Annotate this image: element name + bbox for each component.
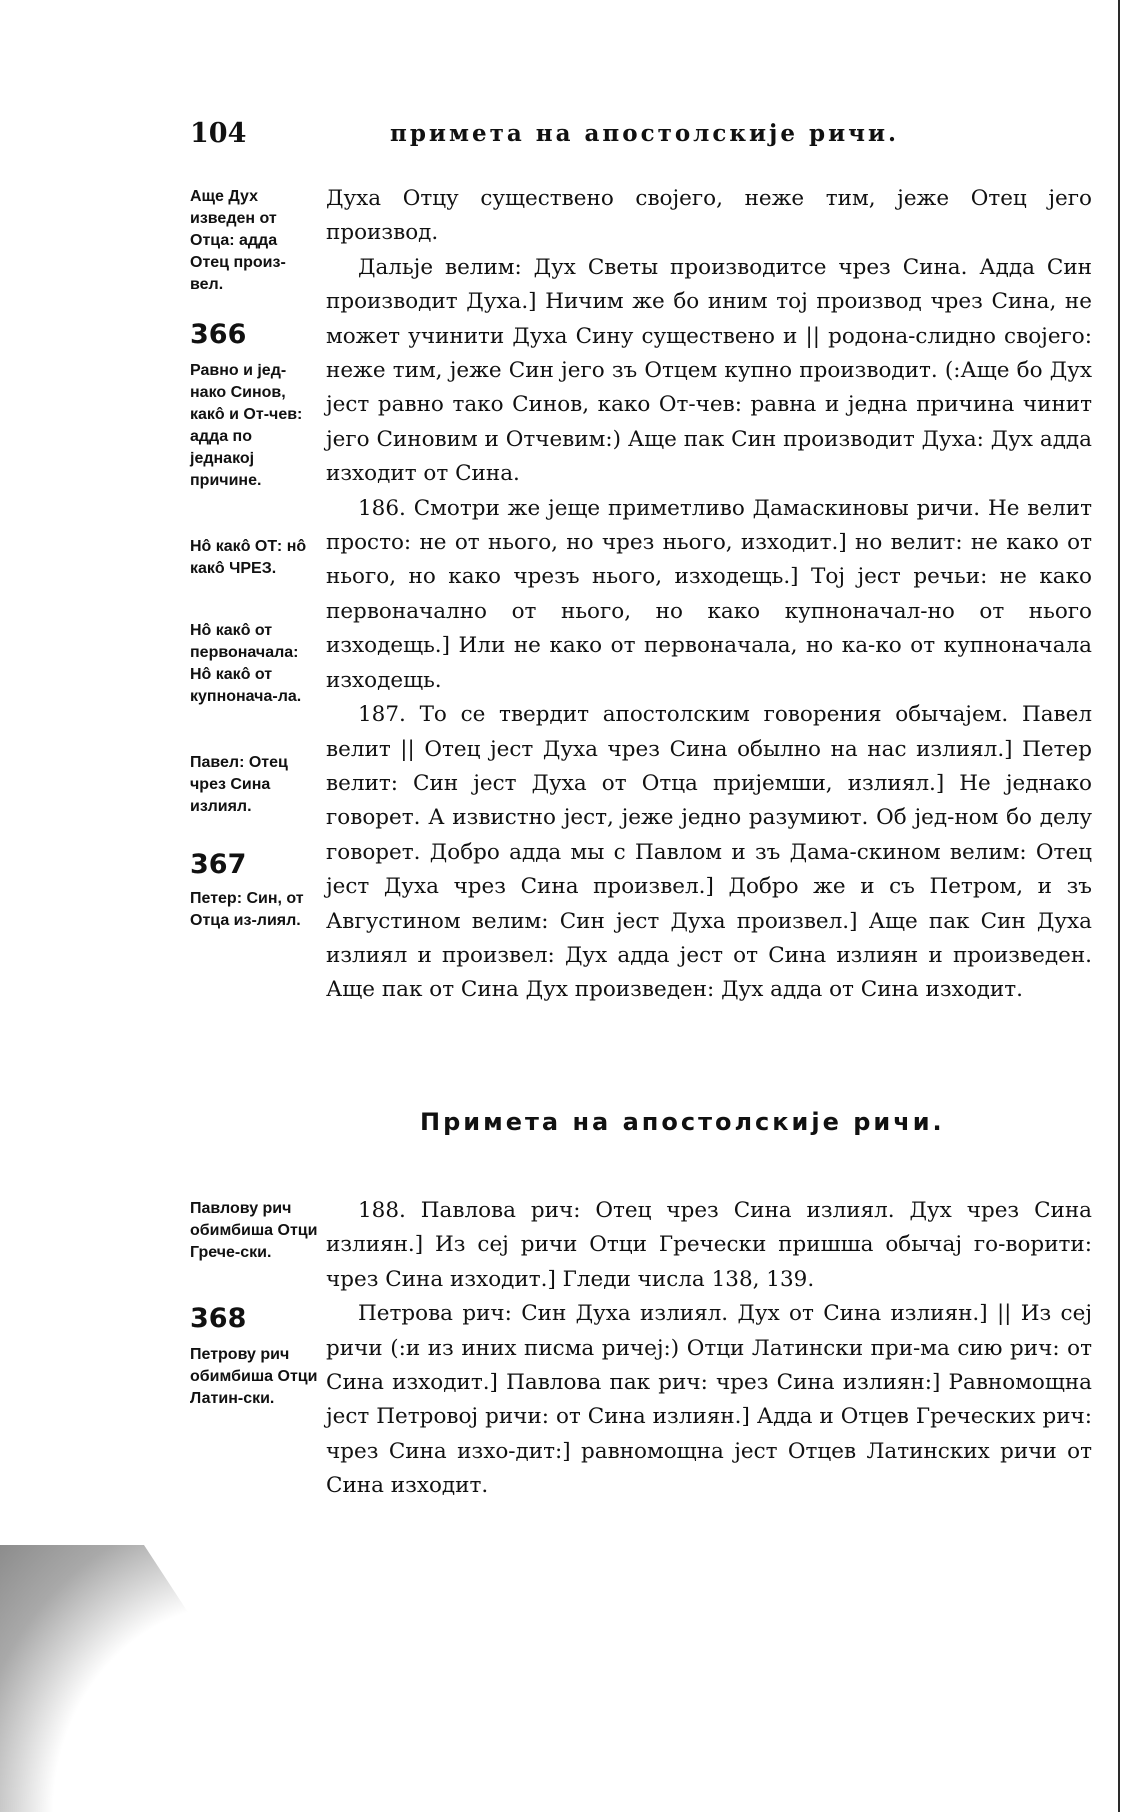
margin-section-number: 368 xyxy=(190,1303,247,1334)
margin-note: Нô какô от первоначала: Нô какô от купнонача-ла. xyxy=(190,622,302,705)
margin-note-container xyxy=(190,848,318,882)
paragraph: 186. Смотри же јеще приметливо Дамаскиновы ричи. Не велит просто: не от нього, но чрез нього, изходит.] но велит: не како от нього, но како чрезъ нього, изходещь.] Тој јест речьи: не како первоначално от нього, но како купноначал-но от нього изходещь.] Или не како от первоначала, но ка-ко от купноначала изходещь. xyxy=(326,495,1092,693)
margin-note: Петрову рич обимбиша Отци Латин-ски. xyxy=(190,1346,318,1407)
paragraph: 188. Павлова рич: Отец чрез Сина излиял. Дух чрез Сина излиян.] Из сеј ричи Отци Гречески пришша обычај го-ворити: чрез Сина изходит.] Гледи числа 138, 139. xyxy=(326,1198,1092,1292)
margin-note: Петер: Син, от Отца из-лиял. xyxy=(190,890,304,929)
page-number: 104 xyxy=(190,118,247,149)
page-edge-line xyxy=(1118,0,1120,1812)
section-heading: Примета на апостолскије ричи. xyxy=(420,1108,945,1136)
paragraph: Дальје велим: Дух Светы производитсе чрез Сина. Адда Син производит Духа.] Ничим же бо иним тој производ чрез Сина, не может учинити Духа Сину существено и || родона-слидно својего: неже тим, јеже Син јего зъ Отцем купно производит. (:Аще бо Дух јест равно тако Синов, како От-чев: равна и једна причина чинит јего Синовим и Отчевим:) Аще пак Син производит Духа: Дух адда изходит от Сина. xyxy=(326,254,1092,487)
margin-section-number: 367 xyxy=(190,849,247,880)
margin-note: Аще Дух изведен от Отца: адда Отец произ-вел. xyxy=(190,188,286,293)
margin-note-container xyxy=(190,318,318,352)
margin-note-container xyxy=(190,1302,318,1336)
margin-section-number: 366 xyxy=(190,319,247,350)
body-text-block xyxy=(326,1194,1092,1504)
margin-note: Равно и јед-нако Синов, какô и От-чев: адда по једнакој причине. xyxy=(190,362,303,489)
page-corner-shadow xyxy=(0,1545,240,1812)
paragraph: 187. То се твердит апостолским говорения обычајем. Павел велит || Отец јест Духа чрез Сина обылно на нас излиял.] Петер велит: Син јест Духа от Отца пријемши, излиял.] Не једнако говорет. А извистно јест, јеже једно разумиют. Об јед-ном бо делу говорет. Добро адда мы с Павлом и зъ Дама-скином велим: Отец јест Духа чрез Сина произвел.] Добро же и съ Петром, и зъ Августином велим: Син јест Духа произвел.] Аще пак Син Духа излиял и произвел: Дух адда јест от Сина излиян и произведен. Аще пак от Сина Дух произведен: Дух адда от Сина изходит. xyxy=(326,702,1092,1003)
margin-note: Павел: Отец чрез Сина излиял. xyxy=(190,754,288,815)
margin-note: Павлову рич обимбиша Отци Грече-ски. xyxy=(190,1200,318,1261)
body-text-block xyxy=(326,182,1092,1008)
margin-note: Нô какô ОТ: нô какô ЧРЕЗ. xyxy=(190,538,307,577)
running-title: примета на апостолскије ричи. xyxy=(390,120,900,147)
paragraph: Петрова рич: Син Духа излиял. Дух от Сина излиян.] || Из сеј ричи (:и из иних писма ричеј:) Отци Латински при-ма сию рич: от Сина изходит.] Павлова пак рич: чрез Сина излиян:] Равномощна јест Петровој ричи: от Сина излиян.] Адда и Отцев Греческих рич: чрез Сина изхо-дит:] равномощна јест Отцев Латинских ричи от Сина изходит. xyxy=(326,1301,1092,1499)
paragraph: Духа Отцу существено својего, неже тим, јеже Отец јего производ. xyxy=(326,186,1092,246)
page-header xyxy=(190,118,1090,158)
